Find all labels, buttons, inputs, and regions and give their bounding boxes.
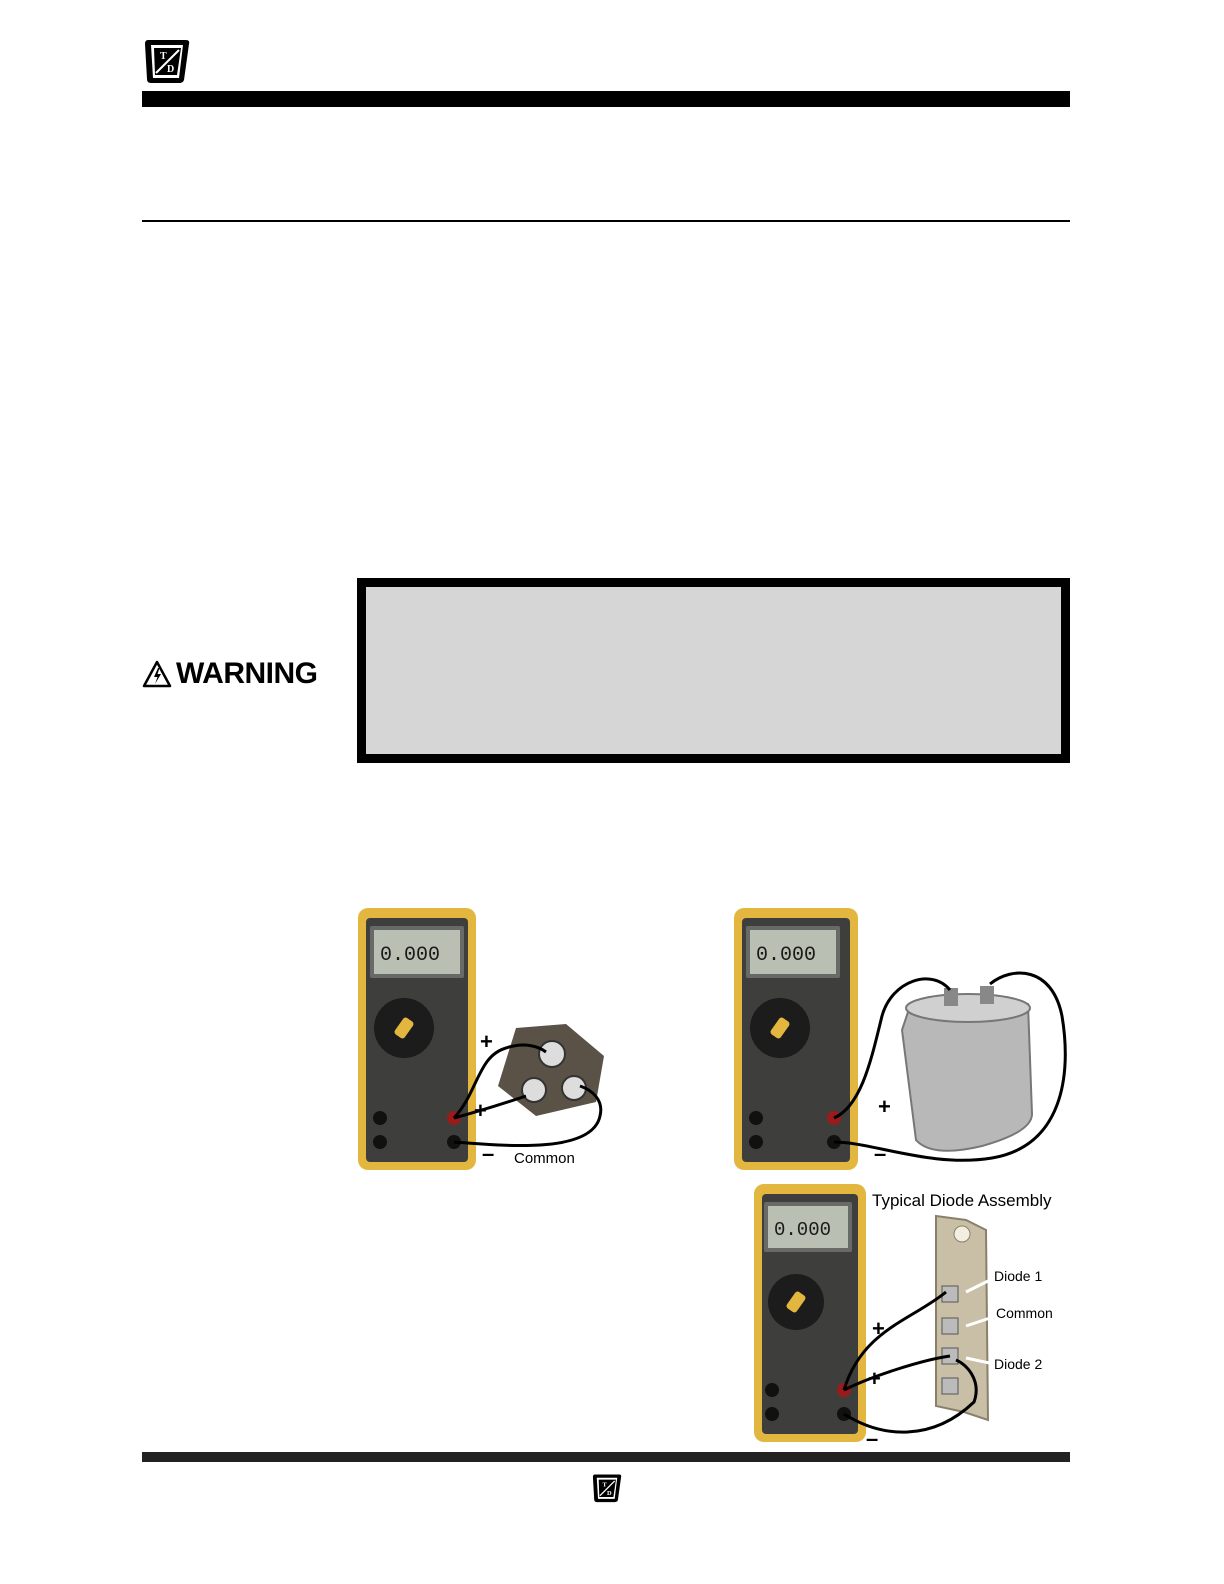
warning-triangle-icon xyxy=(142,660,172,688)
warning-label xyxy=(142,656,342,692)
meter-display: 0.000 xyxy=(380,944,441,967)
multimeter xyxy=(358,908,476,1170)
warning-box xyxy=(357,578,1070,763)
minus-label: – xyxy=(866,1426,879,1446)
meter-display: 0.000 xyxy=(756,944,817,967)
svg-text:D: D xyxy=(607,1490,612,1498)
svg-text:T: T xyxy=(160,51,167,62)
minus-label: – xyxy=(482,1141,495,1166)
diode-assembly xyxy=(936,1216,988,1420)
diode1-label: Diode 1 xyxy=(994,1268,1043,1284)
diagram-title: Typical Diode Assembly xyxy=(872,1191,1052,1210)
plus-label: + xyxy=(868,1366,881,1391)
td-logo-icon xyxy=(142,38,192,84)
figure-meter-terminal xyxy=(356,906,620,1172)
meter-display: 0.000 xyxy=(774,1219,832,1241)
minus-label: – xyxy=(874,1141,887,1166)
plus-label: + xyxy=(878,1094,891,1119)
figure-meter-capacitor xyxy=(732,906,1072,1172)
svg-text:D: D xyxy=(167,64,175,75)
warning-text: WARNING xyxy=(176,657,318,690)
multimeter xyxy=(734,908,858,1170)
diode2-label: Diode 2 xyxy=(994,1356,1043,1372)
terminal-block xyxy=(498,1024,604,1116)
multimeter xyxy=(754,1184,866,1442)
common-label: Common xyxy=(514,1150,575,1167)
svg-text:T: T xyxy=(602,1481,607,1489)
plus-label: + xyxy=(872,1316,885,1341)
header-bar xyxy=(142,91,1070,107)
plus-label: + xyxy=(474,1098,487,1123)
figure-meter-diode xyxy=(752,1180,1072,1446)
td-logo-icon xyxy=(591,1472,623,1504)
common-label: Common xyxy=(996,1305,1053,1321)
header-rule xyxy=(142,220,1070,222)
footer-bar xyxy=(142,1452,1070,1462)
plus-label: + xyxy=(480,1029,493,1054)
capacitor xyxy=(902,986,1032,1151)
